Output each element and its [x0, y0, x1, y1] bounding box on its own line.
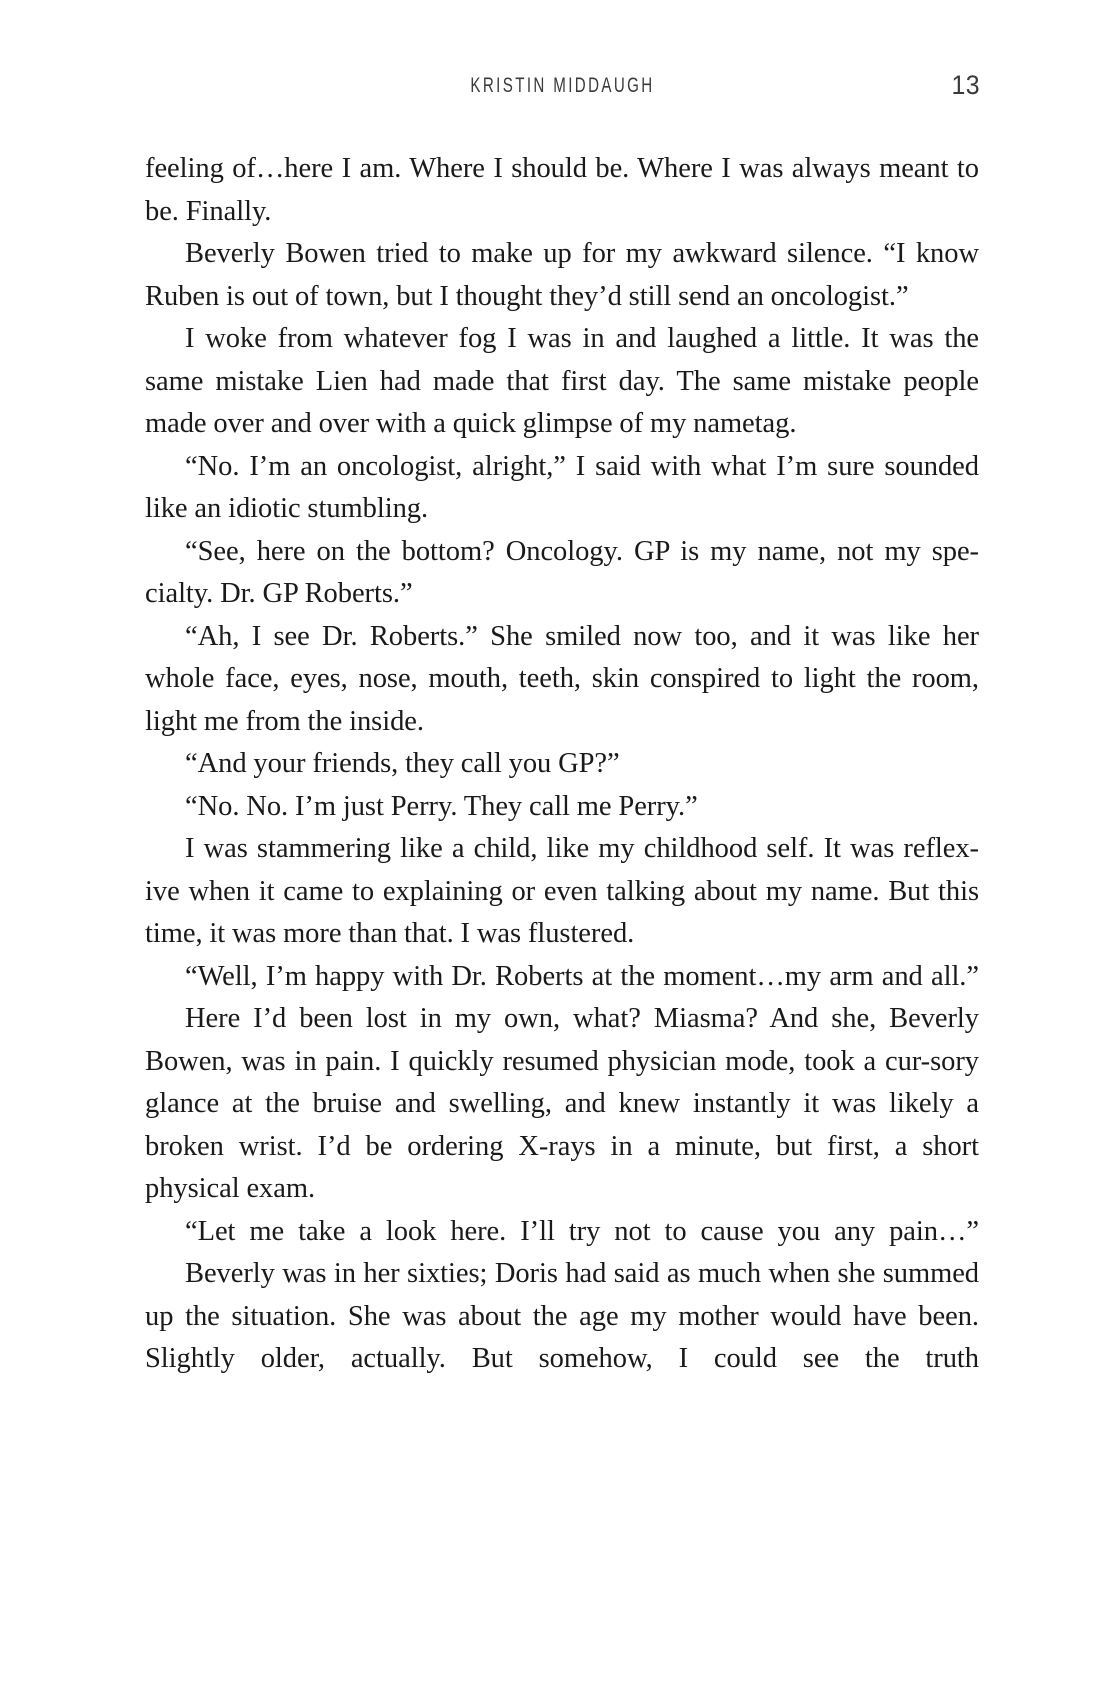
paragraph: “See, here on the bottom? Oncology. GP is my name, not my spe-cialty. Dr. GP Roberts.”	[145, 535, 979, 609]
body-text-block	[145, 148, 979, 1381]
paragraph: I woke from whatever fog I was in and laughed a little. It was the same mistake Lien had made that first day. The same mistake people made over and over with a quick glimpse of my nametag.	[145, 323, 979, 439]
running-header	[145, 70, 980, 112]
paragraph: “Ah, I see Dr. Roberts.” She smiled now too, and it was like her whole face, eyes, nose, mouth, teeth, skin conspired to light the room, light me from the inside.	[145, 620, 979, 737]
paragraph: Beverly was in her sixties; Doris had said as much when she summed up the situation. She was about the age my mother would have been. Slightly older, actually. But somehow, I could see the truth	[145, 1258, 979, 1374]
paragraph: Beverly Bowen tried to make up for my awkward silence. “I know Ruben is out of town, but I thought they’d still send an oncologist.”	[145, 238, 979, 312]
paragraph: “And your friends, they call you GP?”	[185, 748, 620, 779]
paragraph: “Let me take a look here. I’ll try not to cause you any pain…”	[185, 1215, 979, 1247]
paragraph: “No. I’m an oncologist, alright,” I said with what I’m sure sounded like an idiotic stumbling.	[145, 450, 979, 524]
paragraph: I was stammering like a child, like my childhood self. It was reflex-ive when it came to explaining or even talking about my name. But this time, it was more than that. I was flustered.	[145, 833, 979, 949]
paragraph: “No. No. I’m just Perry. They call me Perry.”	[185, 790, 698, 822]
running-head-author-name: KRISTIN MIDDAUGH	[470, 74, 655, 97]
paragraph: feeling of…here I am. Where I should be. Where I was always meant to be. Finally.	[145, 153, 979, 227]
page-number: 13	[951, 70, 980, 100]
paragraph: “Well, I’m happy with Dr. Roberts at the moment…my arm and all.”	[185, 960, 979, 992]
paragraph: Here I’d been lost in my own, what? Miasma? And she, Beverly Bowen, was in pain. I quickly resumed physician mode, took a cur-sory glance at the bruise and swelling, and knew instantly it was likely a broken wrist. I’d be ordering X-rays in a minute, but first, a short physical exam.	[145, 1003, 979, 1204]
